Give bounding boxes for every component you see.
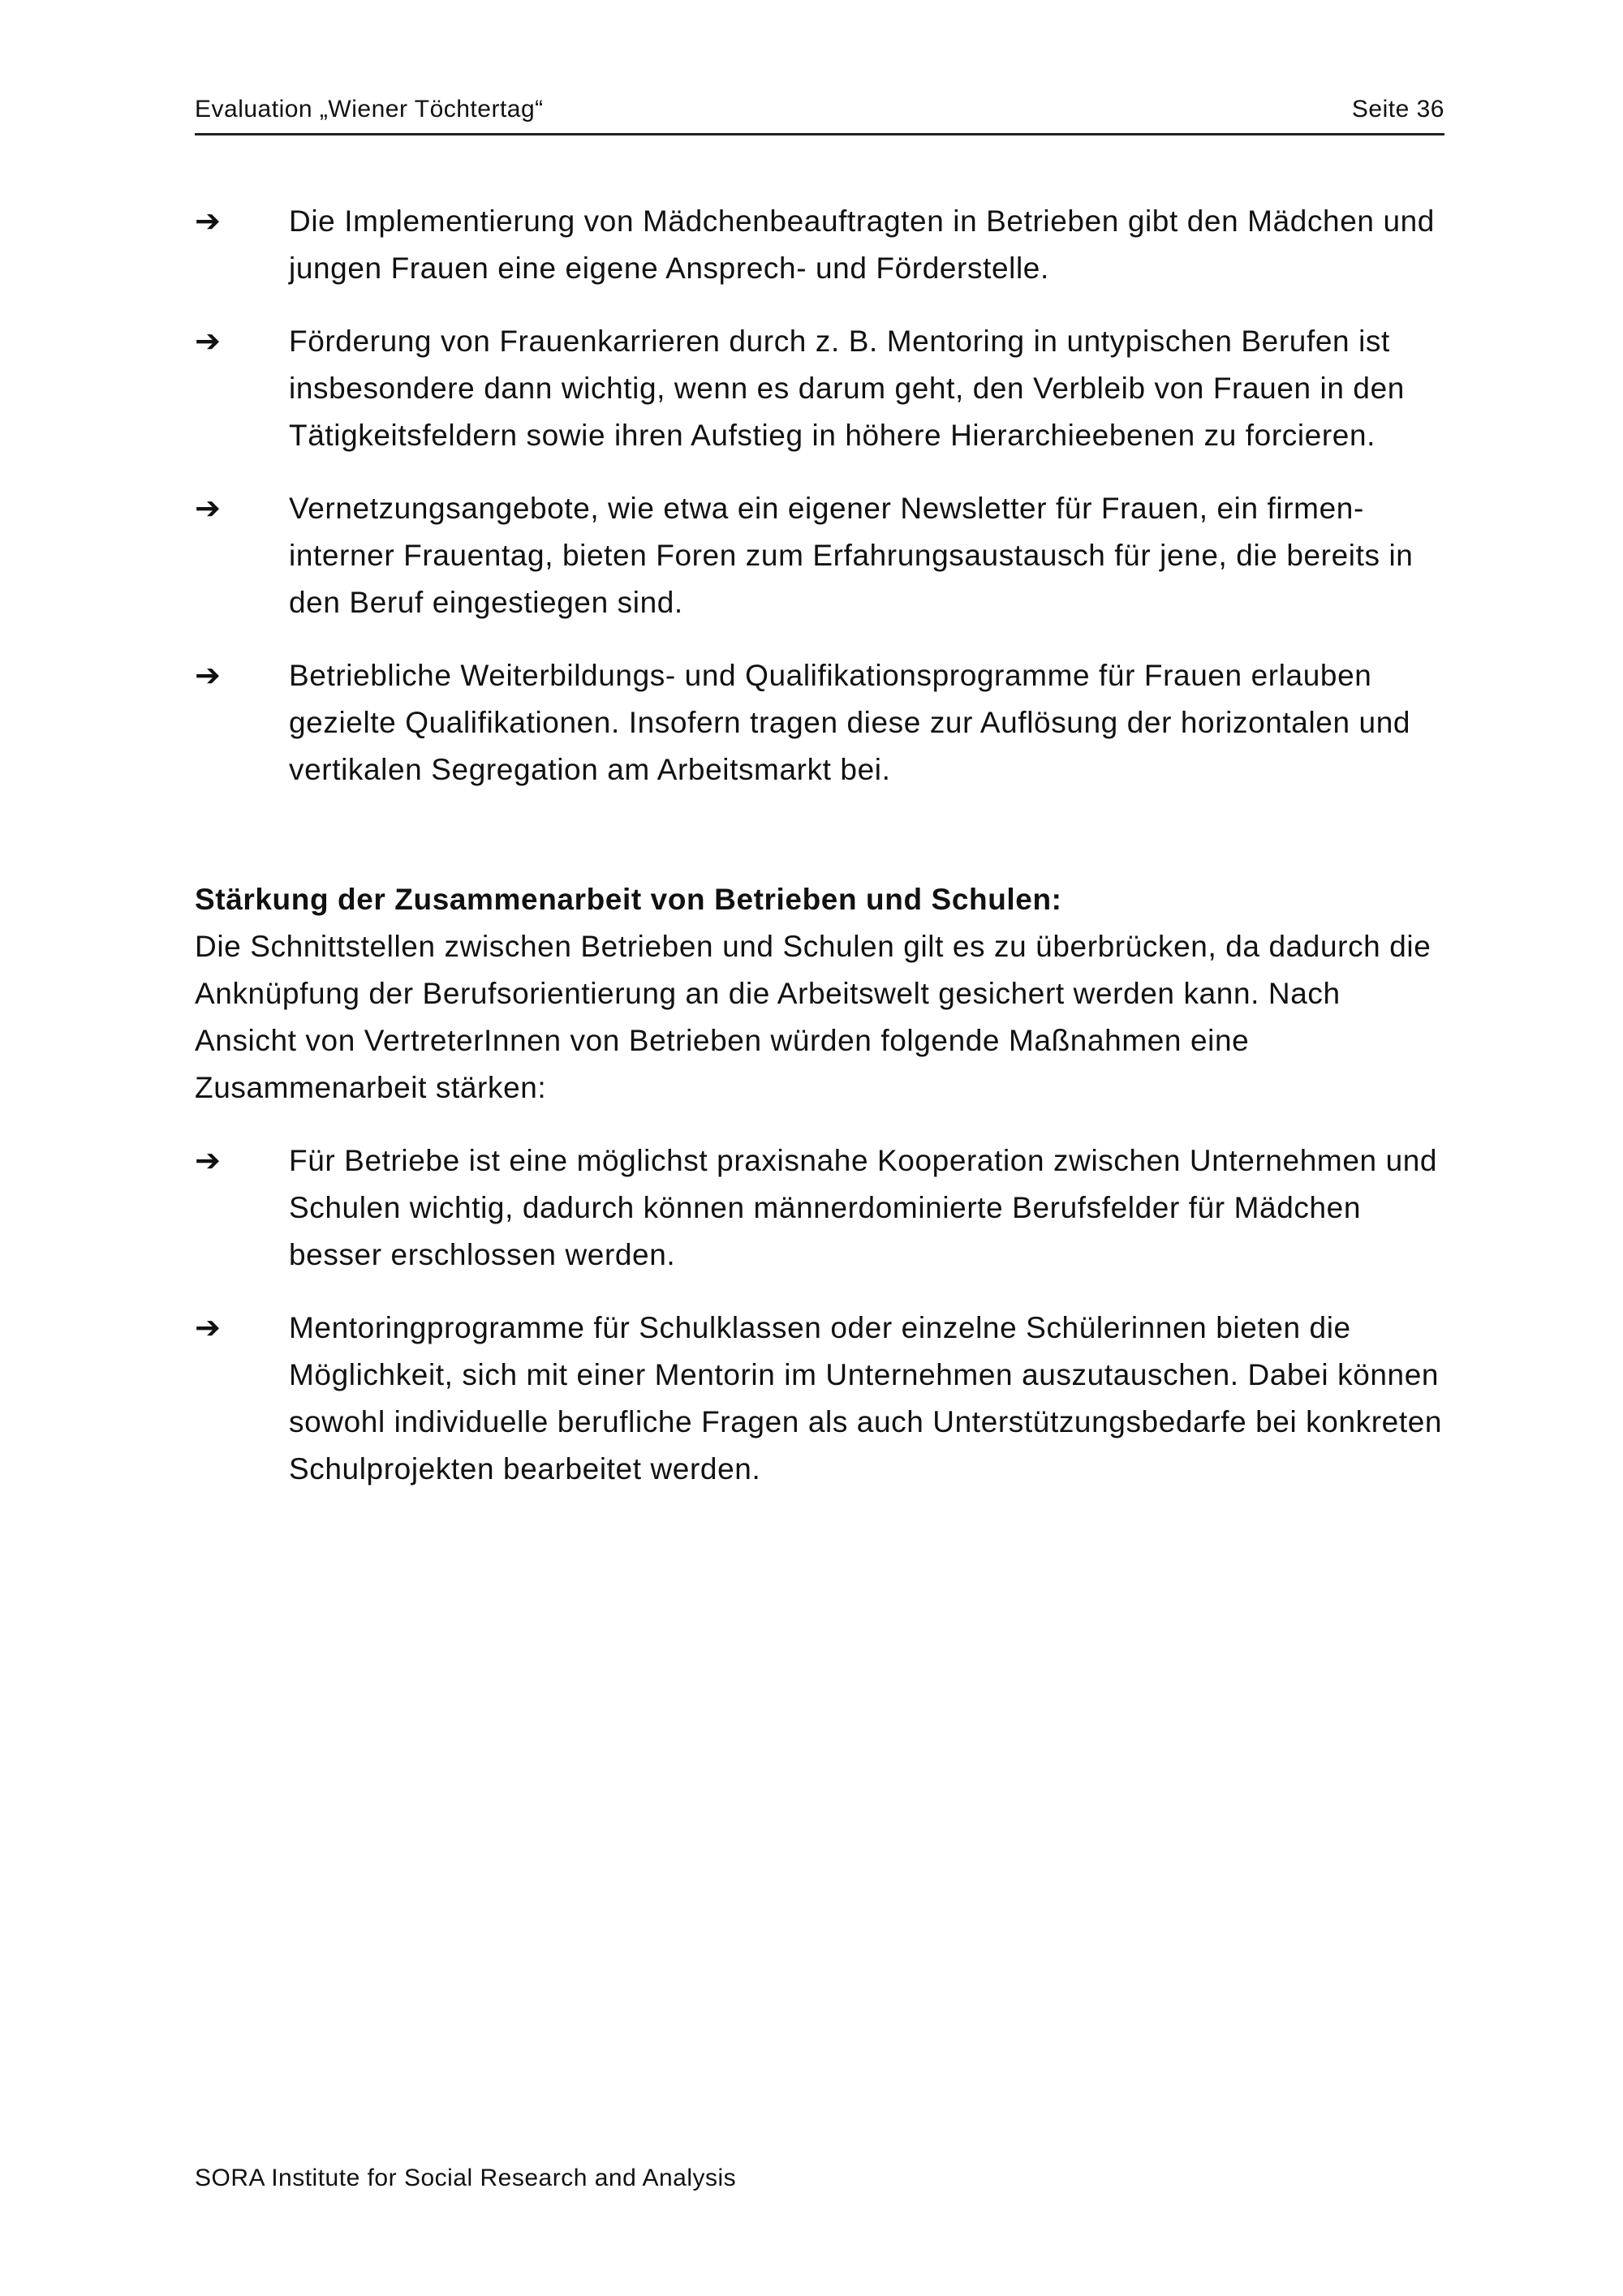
- list-item: [195, 1305, 1444, 1493]
- page-number: Seite 36: [1351, 96, 1444, 123]
- section-cooperation: [195, 876, 1444, 1493]
- section-heading: Stärkung der Zusammenarbeit von Betrieben und Schulen:: [195, 883, 1062, 916]
- arrow-right-icon: ➔: [195, 492, 222, 526]
- list-item-text: Mentoringprogramme für Schulklassen oder einzelne Schülerinnen bieten die Möglichkeit, sich mit einer Mentorin im Unternehmen auszutauschen. Dabei können sowohl individuelle berufliche Fragen als auch Unterstützungsbedarfe bei konkreten Schulprojekten bearbeitet werden.: [289, 1311, 1443, 1486]
- page-footer: SORA Institute for Social Research and Analysis: [195, 2165, 737, 2191]
- page-header: [195, 96, 1444, 135]
- page-content: [195, 198, 1444, 1519]
- arrow-right-icon: ➔: [195, 1144, 222, 1178]
- document-title: Evaluation „Wiener Töchtertag“: [195, 96, 544, 123]
- bullet-list-top: [195, 198, 1444, 793]
- list-item: [195, 652, 1444, 793]
- list-item: [195, 318, 1444, 459]
- bullet-list-section: [195, 1137, 1444, 1493]
- list-item: [195, 485, 1444, 626]
- list-item: [195, 198, 1444, 292]
- list-item-text: Betriebliche Weiterbildungs- und Qualifikationsprogramme für Frauen erlauben gezielte Qualifikationen. Insofern tragen diese zur Auflösung der horizontalen und vertikalen Segregation am Arbeitsmarkt bei.: [289, 659, 1411, 786]
- section-paragraph: Die Schnittstellen zwischen Betrieben und Schulen gilt es zu überbrücken, da dadurch die Anknüpfung der Berufsorientierung an die Arbeitswelt gesichert werden kann. Nach Ansicht von VertreterInnen von Betrieben würden folgende Maßnahmen eine Zusammenarbeit stärken:: [195, 930, 1431, 1104]
- list-item-text: Förderung von Frauenkarrieren durch z. B. Mentoring in untypischen Berufen ist insbesondere dann wichtig, wenn es darum geht, den Verbleib von Frauen in den Tätigkeitsfeldern sowie ihren Aufstieg in höhere Hierarchieebenen zu forcieren.: [289, 325, 1405, 452]
- list-item-text: Die Implementierung von Mädchenbeauftragten in Betrieben gibt den Mädchen und jungen Frauen eine eigene Ansprech- und Förderstelle.: [289, 204, 1435, 285]
- arrow-right-icon: ➔: [195, 1311, 222, 1345]
- list-item-text: Vernetzungsangebote, wie etwa ein eigener Newsletter für Frauen, ein firmen-interner Frauentag, bieten Foren zum Erfahrungsaustausch für jene, die bereits in den Beruf eingestiegen sind.: [289, 492, 1414, 619]
- arrow-right-icon: ➔: [195, 325, 222, 359]
- list-item-text: Für Betriebe ist eine möglichst praxisnahe Kooperation zwischen Unternehmen und Schulen wichtig, dadurch können männerdominierte Berufsfelder für Mädchen besser erschlossen werden.: [289, 1144, 1438, 1271]
- arrow-right-icon: ➔: [195, 659, 222, 693]
- arrow-right-icon: ➔: [195, 204, 222, 239]
- list-item: [195, 1137, 1444, 1279]
